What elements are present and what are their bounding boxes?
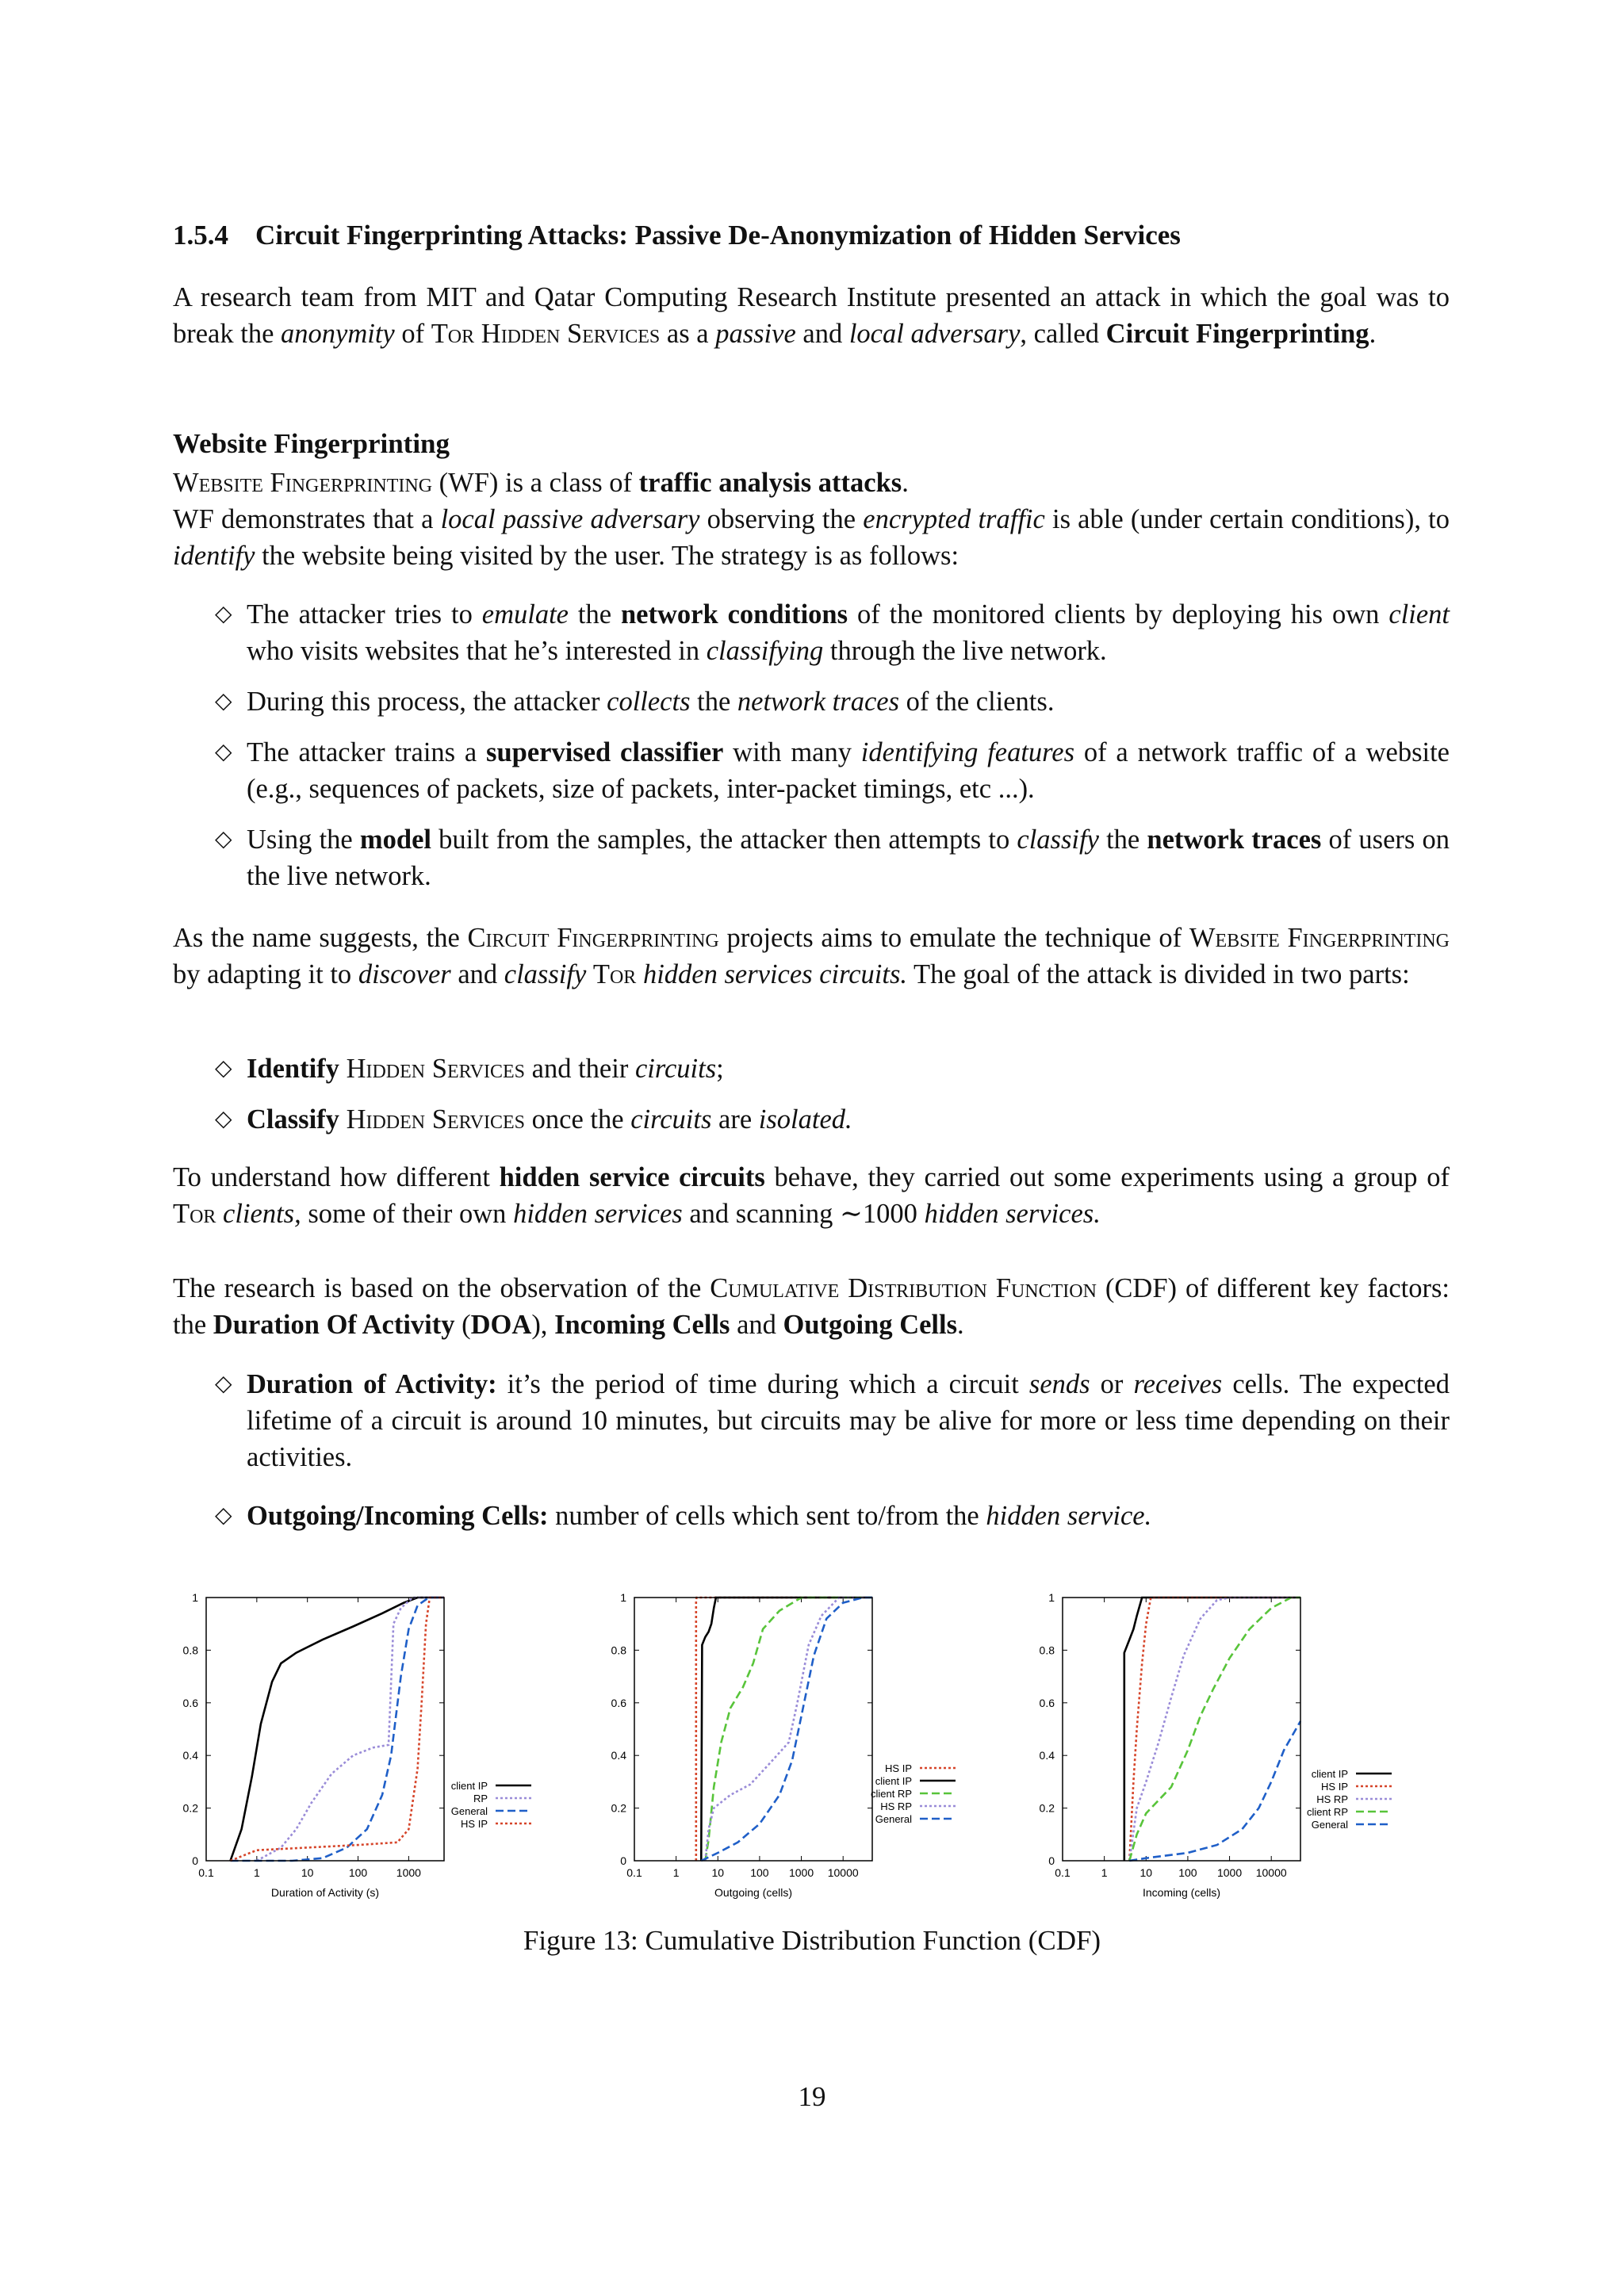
- cdf-chart-incoming: [1027, 1578, 1471, 1911]
- figure-caption: Figure 13: Cumulative Distribution Function (CDF): [523, 1925, 1101, 1956]
- section-number: 1.5.4: [173, 220, 228, 251]
- plot-frame: [634, 1598, 872, 1861]
- series-line-hs-ip: [231, 1598, 445, 1861]
- legend-label: HS RP: [1316, 1793, 1348, 1805]
- series-line-general: [1129, 1721, 1300, 1861]
- list-item: ◇ During this process, the attacker collects the network traces of the clients.: [173, 683, 1450, 720]
- y-tick-label: 0.8: [182, 1644, 198, 1657]
- series-line-client-rp: [1129, 1598, 1300, 1861]
- x-tick-label: 0.1: [1055, 1866, 1071, 1879]
- legend-label: General: [1311, 1819, 1348, 1831]
- diamond-bullet-icon: ◇: [215, 740, 232, 764]
- x-tick-label: 0.1: [198, 1866, 214, 1879]
- circuit-fp-paragraph: As the name suggests, the Circuit Fingerprinting projects aims to emulate the technique of Website Fingerprinting by adapting it to discover and classify Tor hidden services circuits. The goal of the attack is divided in two parts:: [173, 923, 1450, 989]
- x-tick-label: 1000: [1216, 1866, 1243, 1879]
- diamond-bullet-icon: ◇: [215, 602, 232, 626]
- y-tick-label: 0: [1048, 1854, 1055, 1867]
- list-item: ◇ Outgoing/Incoming Cells: number of cells which sent to/from the hidden service.: [173, 1498, 1450, 1534]
- y-tick-label: 0.2: [182, 1801, 198, 1815]
- y-tick-label: 0.2: [611, 1801, 626, 1815]
- list-item: ◇ The attacker trains a supervised classifier with many identifying features of a network traffic of a website (e.g., sequences of packets, size of packets, inter-packet timings, etc ...).: [173, 734, 1450, 807]
- list-item: ◇ Classify Hidden Services once the circuits are isolated.: [173, 1101, 1450, 1138]
- factors-list: [173, 1366, 1450, 1534]
- x-tick-label: 100: [348, 1866, 368, 1879]
- y-tick-label: 0.2: [1039, 1801, 1055, 1815]
- diamond-bullet-icon: ◇: [215, 1372, 232, 1396]
- plot-frame: [206, 1598, 444, 1861]
- x-tick-label: 100: [1178, 1866, 1197, 1879]
- series-line-client-ip: [1124, 1598, 1300, 1861]
- strategy-list: [173, 596, 1450, 894]
- y-tick-label: 1: [1048, 1591, 1055, 1604]
- series-line-general: [231, 1598, 445, 1861]
- intro-paragraph: A research team from MIT and Qatar Computing Research Institute presented an attack in which the goal was to break the anonymity of Tor Hidden Services as a passive and local adversary, called Circuit Fingerprinting.: [173, 282, 1450, 349]
- y-tick-label: 0.4: [1039, 1749, 1055, 1762]
- list-item: ◇ The attacker tries to emulate the network conditions of the monitored clients by deploying his own client who visits websites that he’s interested in classifying through the live network.: [173, 596, 1450, 669]
- section-heading: [173, 220, 1181, 251]
- x-tick-label: 10: [301, 1866, 314, 1879]
- x-tick-label: 10000: [827, 1866, 859, 1879]
- legend-label: client RP: [1306, 1806, 1348, 1818]
- legend-label: HS IP: [461, 1818, 488, 1830]
- diamond-bullet-icon: ◇: [215, 689, 232, 714]
- legend-label: client IP: [450, 1780, 488, 1792]
- cdf-chart-duration: [170, 1578, 599, 1911]
- x-tick-label: 0.1: [626, 1866, 642, 1879]
- x-axis-label: Duration of Activity (s): [270, 1886, 380, 1899]
- legend-label: General: [450, 1805, 488, 1817]
- legend-label: HS IP: [885, 1762, 912, 1774]
- y-tick-label: 0.6: [182, 1696, 198, 1709]
- y-tick-label: 0.8: [611, 1644, 626, 1657]
- x-tick-label: 1: [1101, 1866, 1108, 1879]
- legend-label: General: [875, 1813, 912, 1825]
- plot-frame: [1063, 1598, 1300, 1861]
- legend-label: client IP: [1311, 1768, 1348, 1780]
- x-axis-label: Outgoing (cells): [714, 1886, 793, 1899]
- series-line-hs-ip: [1129, 1598, 1300, 1861]
- subheading-website-fingerprinting: Website Fingerprinting: [173, 428, 450, 459]
- series-line-client-rp: [705, 1598, 872, 1861]
- series-line-hs-rp: [705, 1598, 872, 1861]
- series-line-client-ip: [701, 1598, 872, 1861]
- x-tick-label: 1000: [396, 1866, 421, 1879]
- page-number: 19: [798, 2081, 826, 2112]
- wf-definition: Website Fingerprinting (WF) is a class of traffic analysis attacks.: [173, 468, 909, 498]
- cdf-paragraph: The research is based on the observation of the Cumulative Distribution Function (CDF) of different key factors: the Duration Of Activity (DOA), Incoming Cells and Outgoing Cells.: [173, 1273, 1450, 1340]
- list-item: ◇ Using the model built from the samples, the attacker then attempts to classify the network traces of users on the live network.: [173, 821, 1450, 894]
- x-tick-label: 1: [672, 1866, 680, 1879]
- series-line-hs-rp: [1129, 1598, 1300, 1861]
- x-tick-label: 10: [711, 1866, 725, 1879]
- y-tick-label: 0.8: [1039, 1644, 1055, 1657]
- y-tick-label: 0.6: [611, 1696, 626, 1709]
- diamond-bullet-icon: ◇: [215, 827, 232, 851]
- x-tick-label: 1000: [788, 1866, 814, 1879]
- goals-list: [173, 1050, 1450, 1138]
- y-tick-label: 1: [192, 1591, 198, 1604]
- experiments-paragraph: To understand how different hidden service circuits behave, they carried out some experiments using a group of Tor clients, some of their own hidden services and scanning ∼1000 hidden services.: [173, 1162, 1450, 1229]
- section-title: Circuit Fingerprinting Attacks: Passive De-Anonymization of Hidden Services: [255, 220, 1181, 251]
- y-tick-label: 0.4: [182, 1749, 198, 1762]
- series-line-general: [701, 1598, 872, 1861]
- wf-paragraph: WF demonstrates that a local passive adversary observing the encrypted traffic is able (under certain conditions), to identify the website being visited by the user. The strategy is as follows:: [173, 504, 1450, 571]
- x-tick-label: 1: [253, 1866, 260, 1879]
- cdf-chart-outgoing: [599, 1578, 1027, 1911]
- diamond-bullet-icon: ◇: [215, 1503, 232, 1528]
- legend-label: client RP: [870, 1788, 912, 1800]
- x-tick-label: 100: [750, 1866, 769, 1879]
- series-line-hs-ip: [696, 1598, 872, 1861]
- list-item: ◇ Identify Hidden Services and their circuits;: [173, 1050, 1450, 1087]
- legend-label: RP: [473, 1793, 488, 1804]
- legend-label: HS IP: [1321, 1781, 1348, 1793]
- series-line-client-ip: [231, 1598, 445, 1861]
- y-tick-label: 1: [620, 1591, 626, 1604]
- figure-13: [170, 1578, 1471, 1911]
- y-tick-label: 0: [620, 1854, 626, 1867]
- x-tick-label: 10000: [1255, 1866, 1287, 1879]
- list-item: ◇ Duration of Activity: it’s the period of time during which a circuit sends or receives cells. The expected lifetime of a circuit is around 10 minutes, but circuits may be alive for more or less time depending on their activities.: [173, 1366, 1450, 1475]
- y-tick-label: 0.4: [611, 1749, 626, 1762]
- diamond-bullet-icon: ◇: [215, 1056, 232, 1081]
- y-tick-label: 0: [192, 1854, 198, 1867]
- diamond-bullet-icon: ◇: [215, 1107, 232, 1131]
- legend-label: client IP: [875, 1775, 912, 1787]
- x-tick-label: 10: [1139, 1866, 1153, 1879]
- y-tick-label: 0.6: [1039, 1696, 1055, 1709]
- series-line-rp: [257, 1598, 444, 1861]
- legend-label: HS RP: [880, 1800, 912, 1812]
- x-axis-label: Incoming (cells): [1142, 1886, 1221, 1899]
